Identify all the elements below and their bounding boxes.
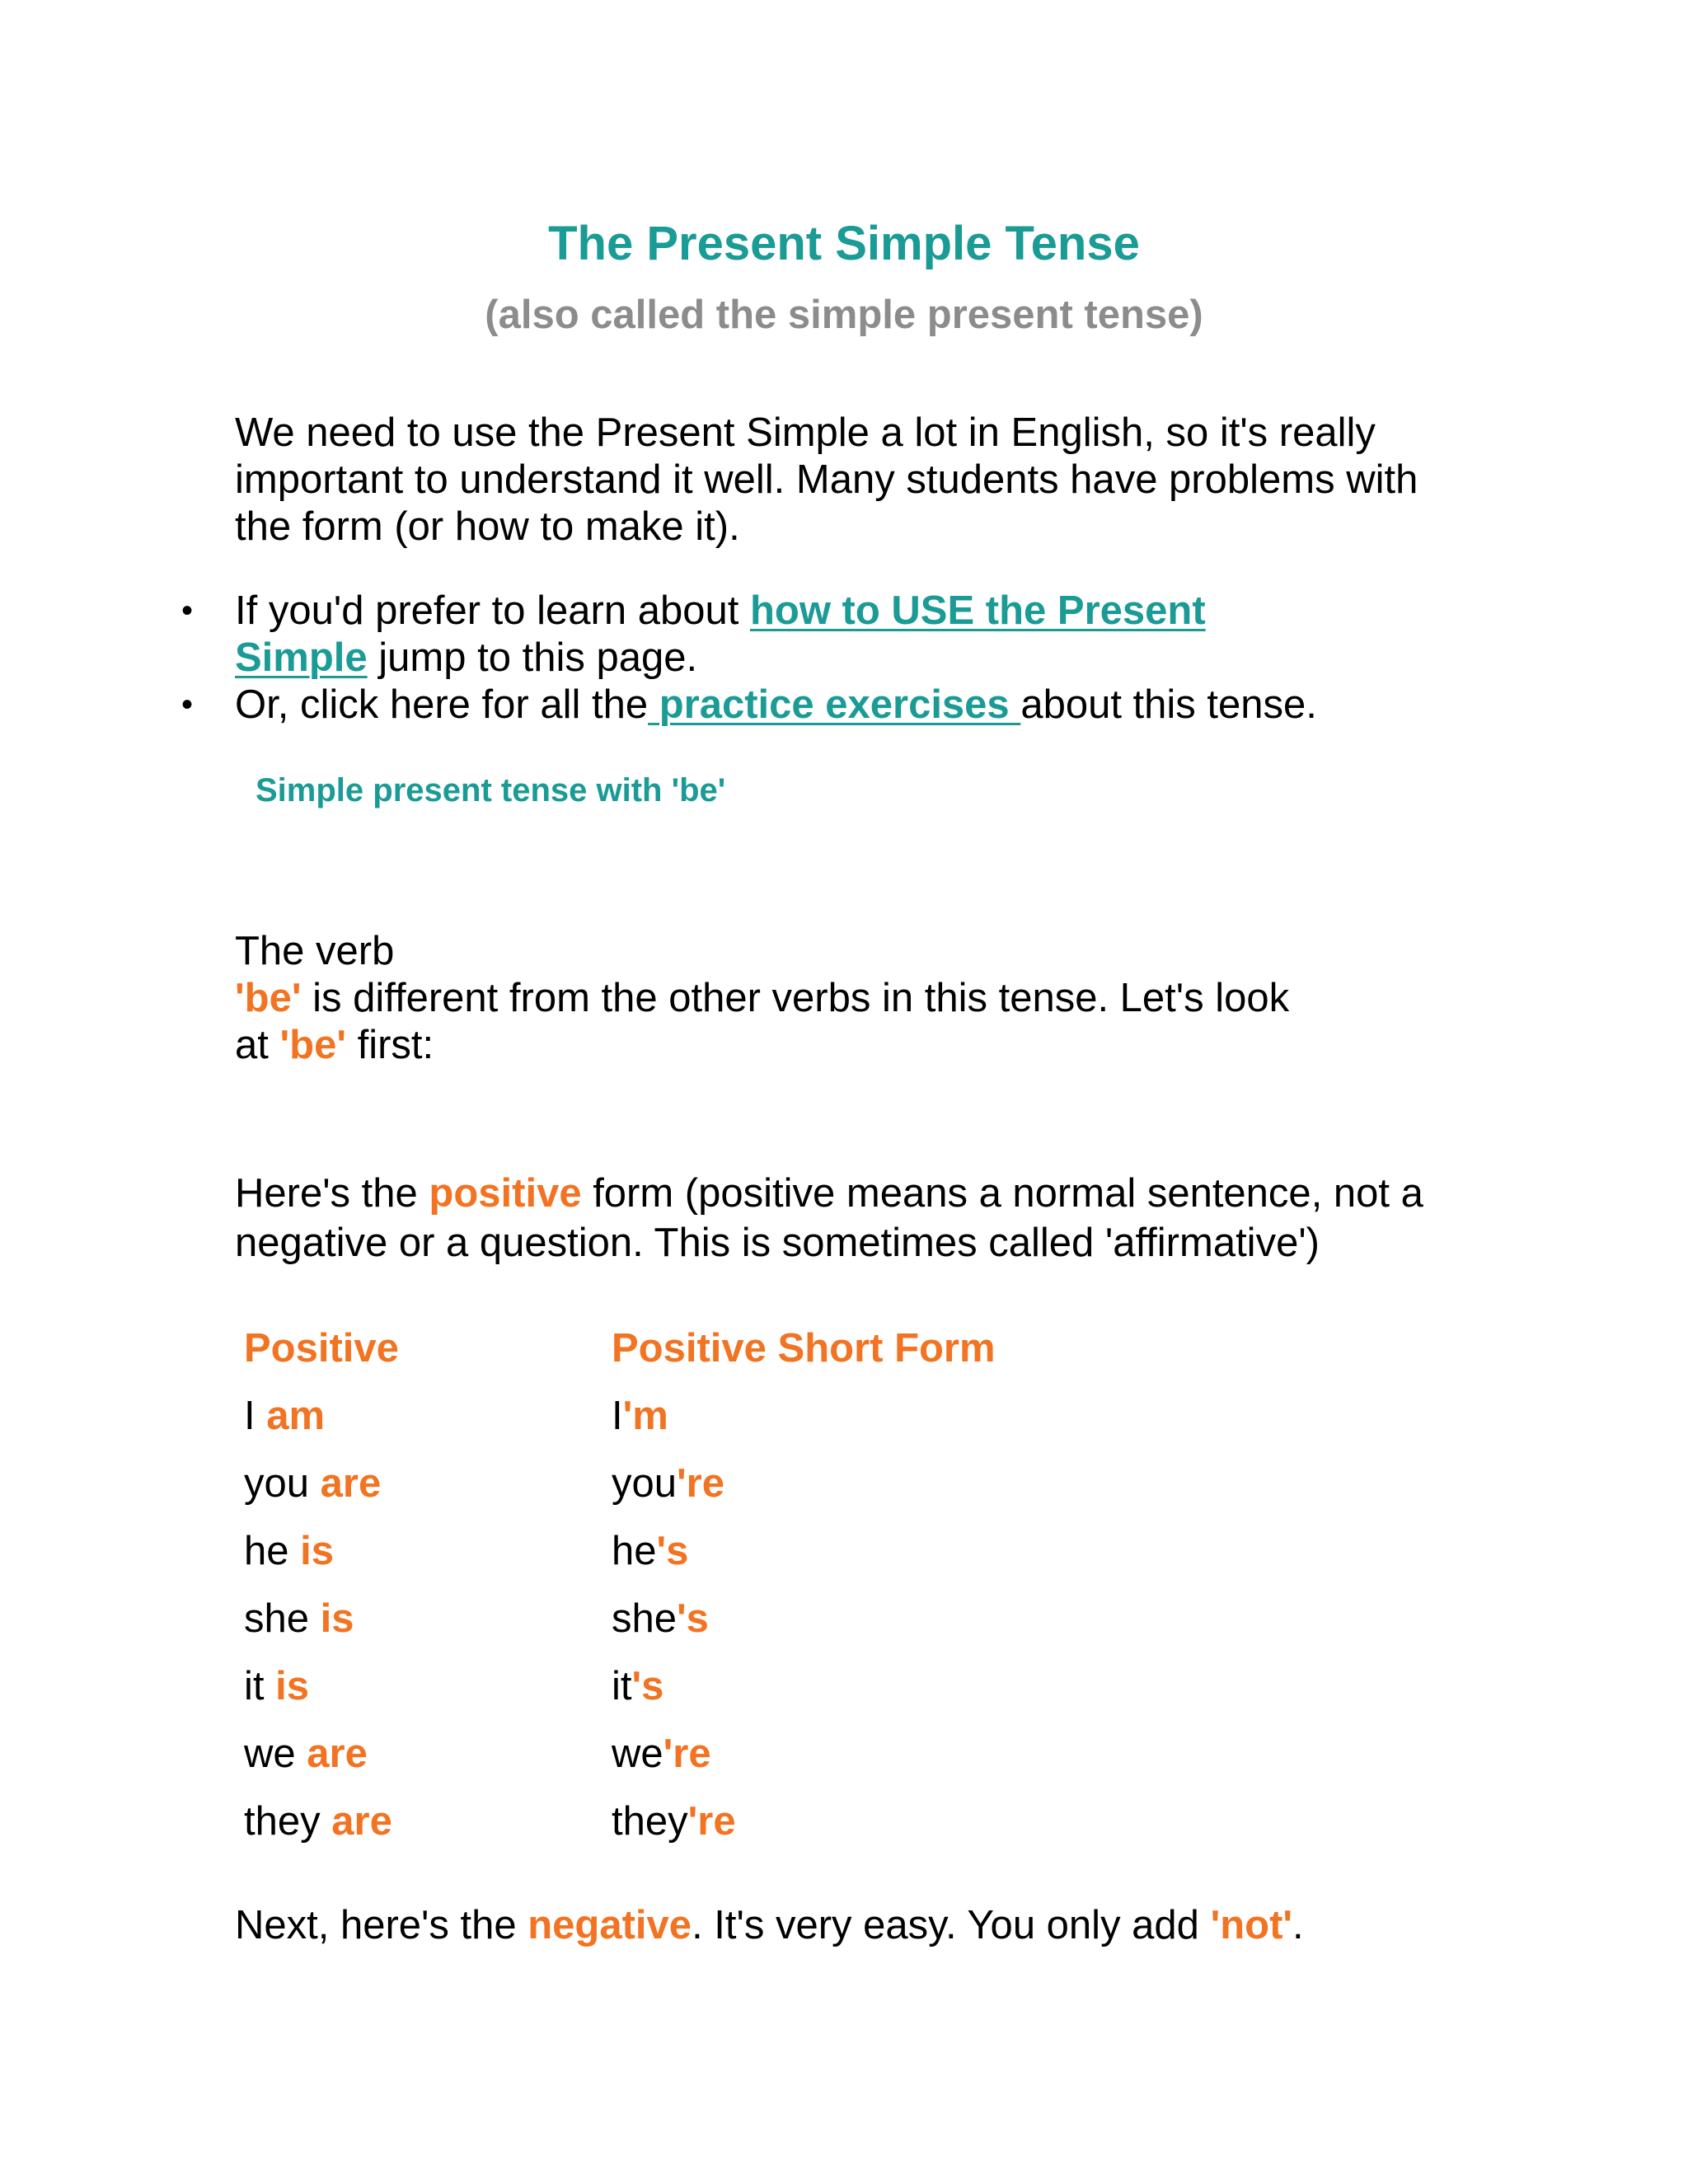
pronoun: she xyxy=(244,1596,310,1641)
positive-cell xyxy=(244,1460,612,1507)
positive-line-2: negative or a question. This is sometimes called 'affirmative') xyxy=(235,1221,1320,1265)
pronoun: he xyxy=(612,1529,657,1573)
pronoun: I xyxy=(244,1394,256,1438)
column-header-positive: Positive xyxy=(244,1326,399,1371)
page-subtitle: (also called the simple present tense) xyxy=(485,293,1203,337)
contraction: 's xyxy=(631,1664,664,1708)
bullet-icon: • xyxy=(181,593,194,629)
next-mid: . It's very easy. You only add xyxy=(692,1903,1211,1947)
short-form-cell xyxy=(612,1460,1106,1507)
verb-form: are xyxy=(331,1799,392,1844)
table-row xyxy=(244,1788,1106,1855)
contraction: 'm xyxy=(622,1394,668,1438)
how-to-use-link-continued[interactable]: Simple xyxy=(235,635,368,680)
be-highlight: 'be' xyxy=(279,1023,346,1067)
positive-line-1-post: form (positive means a normal sentence, not a xyxy=(581,1171,1423,1216)
positive-cell xyxy=(244,1596,612,1642)
positive-highlight: positive xyxy=(429,1171,582,1216)
pronoun: you xyxy=(244,1461,310,1506)
contraction: 're xyxy=(687,1799,736,1844)
positive-cell xyxy=(244,1663,612,1709)
verb-form: is xyxy=(300,1529,335,1573)
pronoun: it xyxy=(244,1664,265,1708)
intro-line-3: the form (or how to make it). xyxy=(235,504,740,549)
pronoun: we xyxy=(244,1732,296,1776)
verb-line-1: The verb xyxy=(235,929,395,973)
verb-form: are xyxy=(307,1732,368,1776)
page-title: The Present Simple Tense xyxy=(548,217,1140,270)
verb-form: am xyxy=(266,1394,326,1438)
contraction: 's xyxy=(677,1596,709,1641)
how-to-use-link[interactable]: how to USE the Present xyxy=(749,588,1206,633)
be-conjugation-table xyxy=(244,1315,1106,1855)
be-highlight: 'be' xyxy=(235,976,302,1020)
table-body xyxy=(244,1382,1106,1855)
verb-form: is xyxy=(275,1664,309,1708)
positive-cell xyxy=(244,1528,612,1574)
verb-line-3-pre: at xyxy=(235,1023,280,1067)
section-heading: Simple present tense with 'be' xyxy=(256,772,726,808)
short-form-cell xyxy=(612,1731,1106,1777)
pronoun: it xyxy=(612,1664,632,1708)
positive-cell xyxy=(244,1731,612,1777)
short-form-cell xyxy=(612,1798,1106,1844)
pronoun: she xyxy=(612,1596,678,1641)
next-pre: Next, here's the xyxy=(235,1903,528,1947)
short-form-cell xyxy=(612,1393,1106,1439)
contraction: 're xyxy=(677,1461,724,1506)
column-header-short-form: Positive Short Form xyxy=(612,1326,996,1371)
link-list xyxy=(181,588,1317,729)
intro-line-1: We need to use the Present Simple a lot in English, so it's really xyxy=(235,410,1376,455)
positive-cell xyxy=(244,1393,612,1439)
verb-line-2 xyxy=(235,975,1289,1022)
verb-line-3 xyxy=(235,1022,1289,1069)
short-form-cell xyxy=(612,1663,1106,1709)
bullet-2-suffix: about this tense. xyxy=(1020,682,1317,727)
verb-line-2-text: is different from the other verbs in this tense. Let's look xyxy=(301,976,1290,1020)
pronoun: we xyxy=(612,1732,663,1776)
table-row xyxy=(244,1382,1106,1450)
positive-cell xyxy=(244,1798,612,1844)
table-header-row xyxy=(244,1315,1106,1382)
contraction: 's xyxy=(656,1529,689,1573)
bullet-1-suffix: jump to this page. xyxy=(367,635,698,680)
table-row xyxy=(244,1652,1106,1720)
intro-paragraph xyxy=(235,410,1418,551)
pronoun: they xyxy=(244,1799,321,1844)
short-form-cell xyxy=(612,1528,1106,1574)
bullet-2-prefix: Or, click here for all the xyxy=(235,682,649,727)
practice-exercises-link[interactable]: practice exercises xyxy=(648,682,1021,727)
table-row xyxy=(244,1450,1106,1517)
table-row xyxy=(244,1720,1106,1788)
negative-highlight: negative xyxy=(528,1903,692,1947)
pronoun: you xyxy=(612,1461,678,1506)
short-form-cell xyxy=(612,1596,1106,1642)
bullet-icon: • xyxy=(181,687,194,723)
verb-form: are xyxy=(320,1461,382,1506)
table-row xyxy=(244,1585,1106,1652)
list-item-use-link xyxy=(181,588,1317,682)
table-row xyxy=(244,1517,1106,1585)
intro-line-2: important to understand it well. Many students have problems with xyxy=(235,457,1418,502)
pronoun: I xyxy=(612,1394,623,1438)
negative-intro-paragraph xyxy=(235,1902,1304,1949)
verb-be-paragraph xyxy=(235,928,1289,1069)
list-item-exercises-link xyxy=(181,682,1317,729)
bullet-1-prefix: If you'd prefer to learn about xyxy=(235,588,750,633)
contraction: 're xyxy=(663,1732,711,1776)
positive-line-1 xyxy=(235,1169,1423,1218)
pronoun: he xyxy=(244,1529,289,1573)
not-highlight: 'not' xyxy=(1210,1903,1293,1947)
positive-line-1-pre: Here's the xyxy=(235,1171,429,1216)
verb-line-3-post: first: xyxy=(345,1023,434,1067)
verb-form: is xyxy=(320,1596,354,1641)
positive-form-paragraph xyxy=(235,1169,1423,1268)
next-post: . xyxy=(1292,1903,1304,1947)
pronoun: they xyxy=(612,1799,688,1844)
